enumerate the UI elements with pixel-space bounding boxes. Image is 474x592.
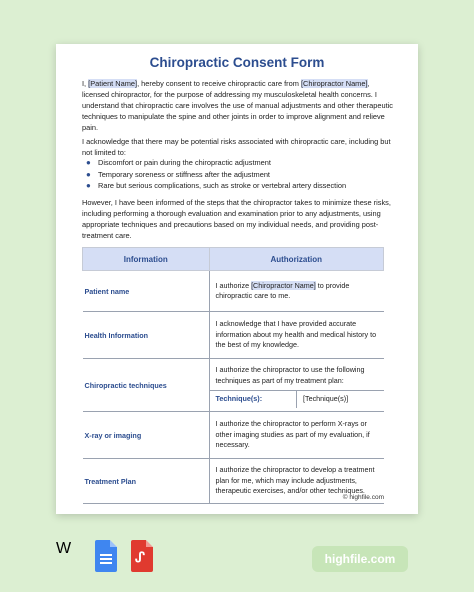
auth-cell (209, 359, 384, 412)
consent-form-page (56, 44, 418, 514)
auth-cell: I acknowledge that I have provided accurate information about my health and medical history to the best of my knowledge. (209, 312, 384, 359)
bullet-icon: ● (86, 158, 91, 167)
technique-row (210, 390, 384, 408)
docs-line (100, 554, 112, 556)
risk-text: Rare but serious complications, such as stroke or vertebral artery dissection (98, 181, 347, 190)
table-row (83, 459, 384, 504)
acrobat-glyph: ᔑ (135, 549, 145, 565)
auth-cell: I authorize the chiropractor to develop a treatment plan for me, which may include adjustments, therapeutic exercises, and/or other techniques. (209, 459, 384, 504)
header-authorization: Authorization (209, 248, 384, 271)
word-icon[interactable] (56, 540, 82, 572)
chiropractor-name-field[interactable]: [Chiropractor Name] (251, 280, 316, 290)
table-row (83, 312, 384, 359)
pdf-icon[interactable] (128, 540, 154, 572)
risk-text: Temporary soreness or stiffness after the adjustment (98, 169, 270, 179)
auth-cell: I authorize the chiropractor to perform X-rays or other imaging studies as part of my evaluation, if necessary. (209, 412, 384, 459)
intro-paragraph (82, 78, 396, 133)
list-item (82, 180, 396, 192)
header-information: Information (83, 248, 210, 271)
auth-text-b: to provide chiropractic care to me. (215, 280, 350, 300)
pdf-fold (146, 540, 153, 547)
table-header-row (83, 248, 384, 271)
info-cell: Health Information (83, 312, 210, 359)
risks-intro: I acknowledge that there may be potential risks associated with chiropractic care, including but not limited to: (82, 137, 391, 157)
document-title: Chiropractic Consent Form (149, 55, 325, 70)
auth-text: I authorize the chiropractor to use the following techniques as part of my treatment plan: (215, 365, 365, 385)
technique-label: Technique(s): (215, 394, 263, 404)
info-cell: X-ray or imaging (83, 412, 210, 459)
docs-fold (110, 540, 117, 547)
info-cell: Patient name (83, 271, 210, 312)
risk-text: Discomfort or pain during the chiropractic adjustment (98, 158, 271, 167)
patient-name-placeholder[interactable]: [Patient Name] (88, 79, 138, 88)
brand-watermark: highfile.com (312, 546, 408, 572)
google-docs-icon[interactable] (92, 540, 118, 572)
format-icons (56, 540, 154, 572)
table-row (83, 412, 384, 459)
table-row (83, 359, 384, 412)
list-item (82, 157, 396, 169)
list-item (82, 169, 396, 181)
word-badge: W (56, 540, 72, 557)
table-row (83, 271, 384, 312)
chiropractor-name-placeholder[interactable]: [Chiropractor Name] (300, 79, 368, 88)
technique-field[interactable]: [Technique(s)] (296, 391, 384, 408)
bullet-icon: ● (86, 181, 91, 190)
docs-line (100, 562, 112, 564)
authorization-table (82, 247, 384, 504)
docs-line (100, 558, 112, 560)
risk-list (82, 157, 396, 192)
mitigation-paragraph: However, I have been informed of the steps that the chiropractor takes to minimize these risks, including performing a thorough evaluation and examination prior to any adjustments, using appropriate techniques and precautions based on my individual needs, and providing post-treatment care. (82, 198, 391, 240)
info-cell: Treatment Plan (83, 459, 210, 504)
intro-text-b: , hereby consent to receive chiropractic care from (137, 79, 301, 88)
copyright-credit: © highfile.com (342, 494, 384, 501)
auth-cell (209, 271, 384, 312)
auth-text-a: I authorize (215, 280, 252, 290)
intro-text-a: I, (82, 79, 89, 88)
bullet-icon: ● (86, 169, 91, 179)
intro-text-c: , licensed chiropractor, for the purpose of addressing my musculoskeletal health concerns. I understand that chiropractic care involves the use of manual adjustments and other therapeutic techniques to manipulate the spine and other joints in order to improve alignment and relieve pain. (82, 79, 393, 132)
info-cell: Chiropractic techniques (83, 359, 210, 412)
